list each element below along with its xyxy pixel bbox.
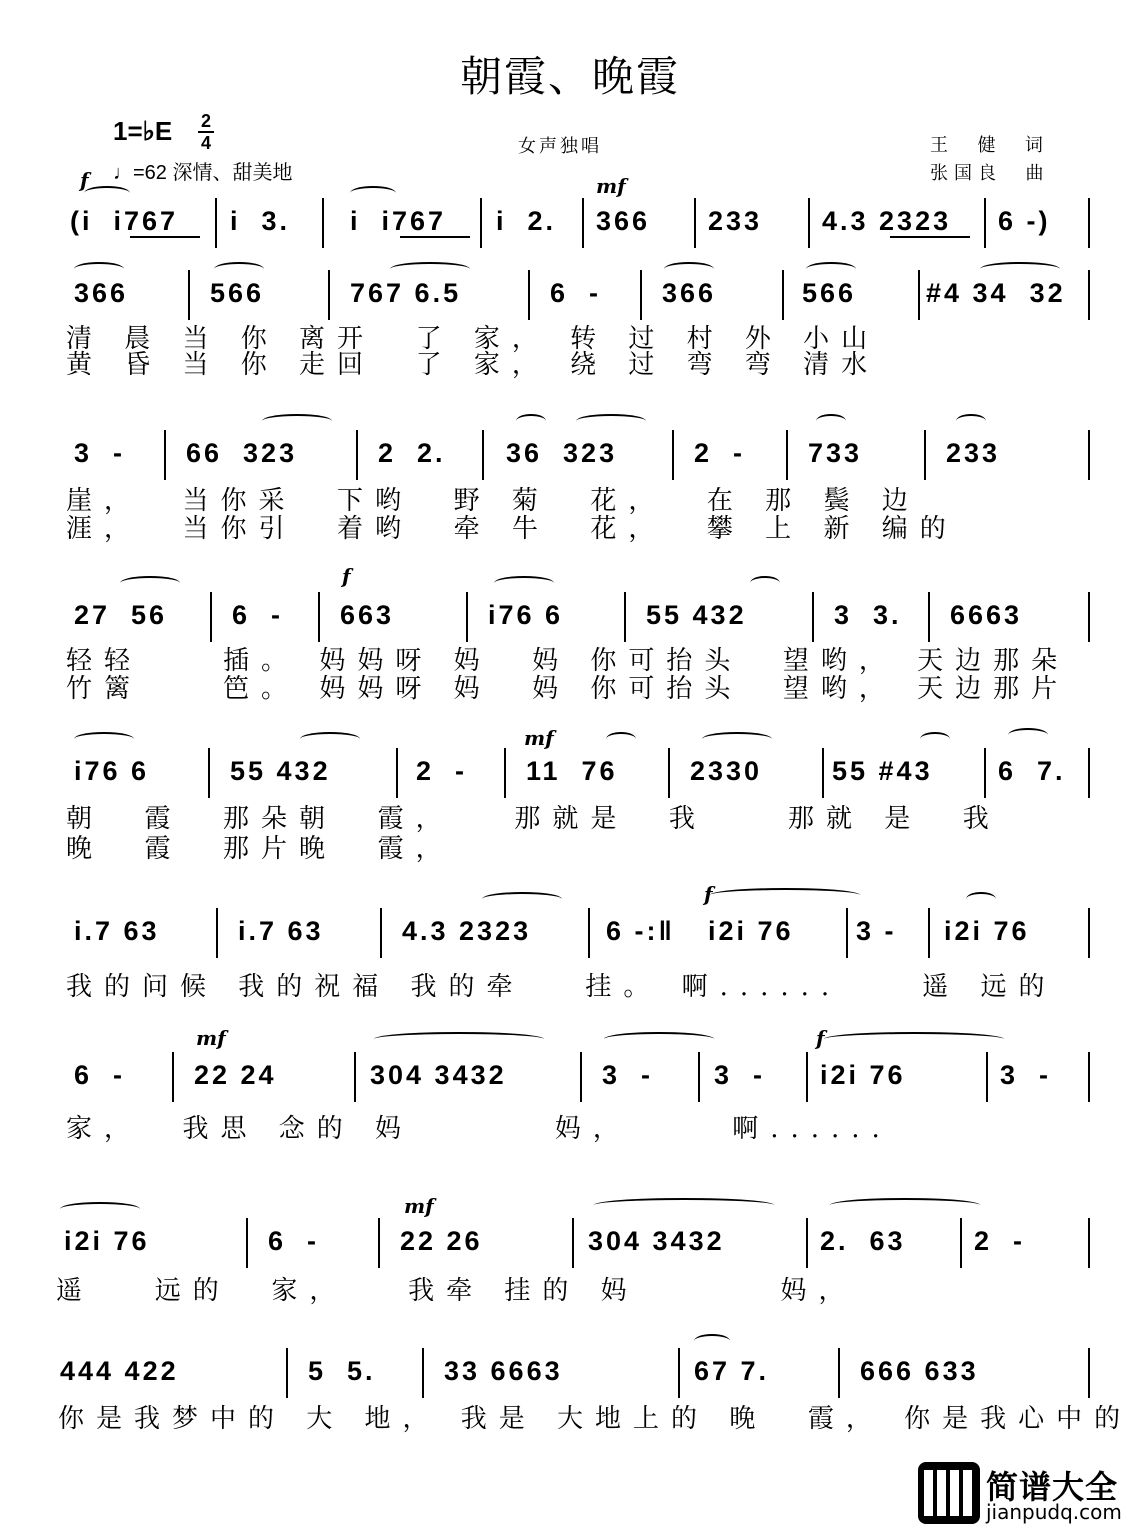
measure: 3 - [856,916,897,946]
lyrics-verse-1: 崖， 当你采 下哟 野 菊 花， 在 那 鬓 边 [66,486,920,516]
measure: 2 - [974,1226,1026,1256]
measure: #4 34 32 [926,278,1066,308]
measure: 733 [808,438,863,468]
lyrics-verse-1: 你是我梦中的 大 地， 我是 大地上的 晚 霞， 你是我心中的 [58,1404,1133,1434]
dynamic-f: f [704,882,713,906]
lyrics-verse-1: 我的问候 我的祝福 我的牵 挂。 啊...... 遥 远的 [66,972,1057,1002]
measure: 366 [662,278,717,308]
measure: 566 [802,278,857,308]
measure: 67 7. [694,1356,770,1386]
measure: 2 2. [378,438,446,468]
measure: 6 -) [998,206,1051,236]
key-signature: 1=♭E [113,116,173,146]
measure: 6 - [268,1226,320,1256]
measures [60,1218,1090,1278]
measure: 22 26 [400,1226,483,1256]
measure: (i i767 [70,206,179,236]
measure: 304 3432 [588,1226,725,1256]
measures [60,198,1090,258]
brand-name: 简谱大全 [986,1468,1119,1506]
measure: 55 #43 [832,756,933,786]
measure: i 2. [496,206,557,236]
measure: 3 - [1000,1060,1052,1090]
measure: 36 323 [506,438,618,468]
credits [930,132,1049,188]
measure: i2i 76 [944,916,1030,946]
dynamic-f: f [816,1026,825,1050]
measure: 2 - [416,756,468,786]
measure: 566 [210,278,265,308]
measure: 233 [946,438,1001,468]
voice-type: 女声独唱 [518,136,602,157]
measure: 66 323 [186,438,298,468]
time-bottom: 4 [200,133,211,153]
dynamic-mf: mf [196,1026,226,1050]
dynamic-mf: mf [404,1194,434,1218]
measure: 6663 [950,600,1023,630]
tempo-marking: ♩=62 深情、甜美地 [113,162,293,184]
measure: 767 6.5 [350,278,462,308]
page-title: 朝霞、晚霞 [459,52,680,101]
measure: 6 - [232,600,284,630]
time-top: 2 [200,111,211,131]
measure: 2330 [690,756,763,786]
measure: 55 432 [646,600,747,630]
dynamic-f: f [342,564,351,588]
lyrics-verse-2: 涯， 当你引 着哟 牵 牛 花， 攀 上 新 编的 [66,514,958,544]
piano-icon [918,1462,980,1524]
measure: 3 - [602,1060,654,1090]
measure: 3 - [714,1060,766,1090]
measure: 6 -:‖ [606,916,675,946]
measure: 11 76 [526,756,618,786]
lyrics-verse-2: 黄 昏 当 你 走回 了 家， 绕 过 弯 弯 清水 [66,350,880,380]
measure: 6 - [550,278,602,308]
lyricist: 王 健 词 [930,135,1049,156]
dynamic-mf: mf [524,726,554,750]
lyrics-verse-1: 遥 远的 家， 我牵 挂的 妈 妈， [56,1276,857,1306]
measure: 233 [708,206,763,236]
lyrics-verse-1: 清 晨 当 你 离开 了 家， 转 过 村 外 小山 [66,324,880,354]
measure: 2. 63 [820,1226,906,1256]
measure: 4.3 2323 [822,206,952,236]
measures [60,1052,1090,1112]
lyrics-verse-1: 轻轻 插。 妈妈呀 妈 妈 你可抬头 望哟， 天边那朵 [66,646,1070,676]
measure: 2 - [694,438,746,468]
measure: i2i 76 [820,1060,906,1090]
composer: 张国良 曲 [930,163,1050,184]
measure: 366 [74,278,129,308]
lyrics-verse-1: 家， 我思 念的 妈 妈， 啊...... [66,1114,892,1144]
measure: 5 5. [308,1356,376,1386]
measure: 666 633 [860,1356,979,1386]
measure: i.7 63 [74,916,160,946]
measure: i.7 63 [238,916,324,946]
measure: 366 [596,206,651,236]
measure: 6 - [74,1060,126,1090]
measure: i76 6 [74,756,150,786]
measure: 27 56 [74,600,168,630]
time-signature [198,112,214,152]
measure: 304 3432 [370,1060,507,1090]
measure: 444 422 [60,1356,179,1386]
measure: 55 432 [230,756,331,786]
measure: 22 24 [194,1060,277,1090]
measure: i i767 [350,206,447,236]
measure: i2i 76 [64,1226,150,1256]
lyrics-verse-2: 竹篱 笆。 妈妈呀 妈 妈 你可抬头 望哟， 天边那片 [66,674,1070,704]
measure: 3 3. [834,600,902,630]
measure: i2i 76 [708,916,794,946]
measure: 663 [340,600,395,630]
brand-site: jianpudq.com [986,1500,1122,1524]
measure: 33 6663 [444,1356,563,1386]
measures [60,908,1090,968]
measure: 3 - [74,438,126,468]
lyrics-verse-2: 晚 霞 那片晚 霞， [66,834,454,864]
lyrics-verse-1: 朝 霞 那朵朝 霞， 那就是 我 那就 是 我 [66,804,1001,834]
dynamic-mf: mf [596,174,626,198]
measure: i 3. [230,206,291,236]
measure: 4.3 2323 [402,916,532,946]
dynamic-f: f [80,168,89,192]
watermark-logo [918,1462,1140,1527]
measure: i76 6 [488,600,564,630]
measure: 6 7. [998,756,1066,786]
